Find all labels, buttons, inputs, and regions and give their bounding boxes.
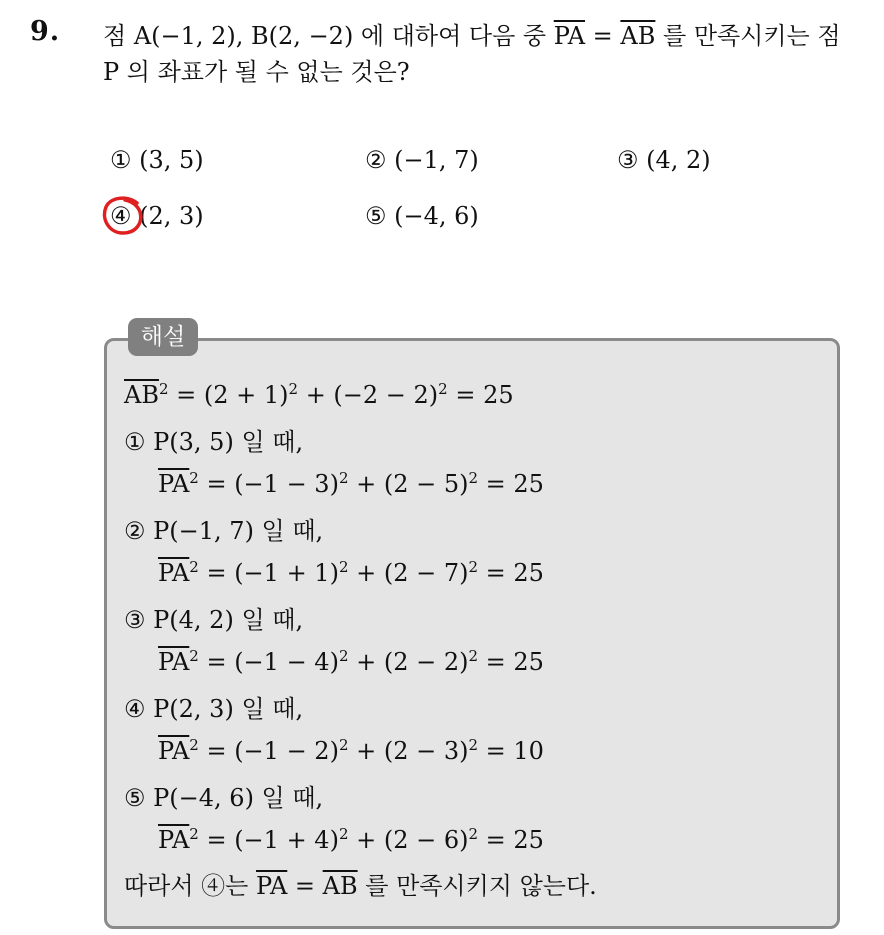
rhs-part-2: + (2 − 5)	[348, 470, 469, 498]
question-text	[103, 18, 873, 90]
answer-circle-mark	[101, 195, 145, 237]
question-line1-pre: 점 A(−1, 2), B(2, −2) 에 대하여 다음 중	[103, 22, 554, 50]
rhs-part-2: + (2 − 6)	[348, 826, 469, 854]
segment-pa: $\overline{PA}$	[158, 648, 190, 676]
segment-pa: $\overline{PA}$	[158, 559, 190, 587]
equals-sign: =	[287, 872, 323, 900]
exponent: 2	[189, 647, 199, 665]
segment-ab: $\overline{AB}$	[124, 381, 159, 409]
segment-pa: $\overline{PA}$	[256, 872, 288, 900]
solution-conclusion	[124, 866, 597, 901]
exponent: 2	[468, 558, 479, 576]
rhs-part-1: = (−1 − 4)	[198, 648, 339, 676]
exponent: 2	[189, 825, 199, 843]
exponent: 2	[438, 380, 448, 398]
exponent: 2	[338, 469, 349, 487]
exponent: 2	[468, 825, 479, 843]
exponent: 2	[158, 380, 169, 398]
rhs-part-1: = (−1 + 1)	[198, 559, 339, 587]
choice-4[interactable]: ④ (2, 3)	[110, 202, 204, 230]
exponent: 2	[189, 558, 199, 576]
exponent: 2	[338, 558, 349, 576]
segment-pa: $\overline{PA}$	[553, 22, 586, 50]
segment-pa: $\overline{PA}$	[158, 737, 190, 765]
exponent: 2	[468, 736, 479, 754]
choice-5[interactable]: ⑤ (−4, 6)	[365, 202, 479, 230]
rhs-part-2: + (−2 − 2)	[298, 381, 439, 409]
choice-3[interactable]: ③ (4, 2)	[617, 146, 711, 174]
case-5-head: ⑤ P(−4, 6) 일 때,	[124, 784, 324, 812]
exponent: 2	[189, 469, 199, 487]
case-3-equation	[158, 648, 544, 676]
rhs-part-2: + (2 − 2)	[348, 648, 469, 676]
exponent: 2	[338, 825, 349, 843]
rhs-part-3: = 25	[478, 648, 544, 676]
question-line-1	[103, 18, 873, 54]
rhs-part-3: = 10	[478, 737, 544, 765]
case-2-head: ② P(−1, 7) 일 때,	[124, 517, 324, 545]
rhs-part-2: + (2 − 3)	[348, 737, 469, 765]
exponent: 2	[468, 647, 479, 665]
equals-sign: =	[585, 22, 621, 50]
case-5-equation	[158, 826, 544, 854]
segment-pa: $\overline{PA}$	[158, 470, 190, 498]
rhs-part-1: = (−1 − 2)	[198, 737, 339, 765]
case-1-equation	[158, 470, 544, 498]
case-4-equation	[158, 737, 544, 765]
case-1-head: ① P(3, 5) 일 때,	[124, 428, 304, 456]
conclusion-pre: 따라서 ④는	[124, 872, 256, 900]
question-number: 9.	[30, 16, 61, 47]
rhs-part-3: = 25	[447, 381, 514, 409]
exponent: 2	[189, 736, 199, 754]
rhs-part-3: = 25	[478, 826, 544, 854]
choice-1[interactable]: ① (3, 5)	[110, 146, 204, 174]
conclusion-post: 를 만족시키지 않는다.	[357, 872, 597, 900]
exponent: 2	[468, 469, 479, 487]
case-3-head: ③ P(4, 2) 일 때,	[124, 606, 304, 634]
exponent: 2	[338, 736, 349, 754]
case-4-head: ④ P(2, 3) 일 때,	[124, 695, 304, 723]
case-2-equation	[158, 559, 544, 587]
choice-2[interactable]: ② (−1, 7)	[365, 146, 479, 174]
exponent: 2	[338, 647, 349, 665]
segment-ab: $\overline{AB}$	[620, 22, 656, 50]
segment-pa: $\overline{PA}$	[158, 826, 190, 854]
rhs-part-1: = (−1 − 3)	[198, 470, 339, 498]
solution-tab: 해설	[128, 318, 198, 356]
rhs-part-3: = 25	[478, 470, 544, 498]
segment-ab: $\overline{AB}$	[322, 872, 358, 900]
rhs-part-2: + (2 − 7)	[348, 559, 469, 587]
rhs-part-3: = 25	[478, 559, 544, 587]
solution-ab-line	[124, 381, 514, 409]
question-line-2: P 의 좌표가 될 수 없는 것은?	[103, 58, 410, 86]
rhs-part-1: = (−1 + 4)	[198, 826, 339, 854]
question-line1-post: 를 만족시키는 점	[655, 22, 841, 50]
exponent: 2	[288, 380, 299, 398]
rhs-part-1: = (2 + 1)	[168, 381, 289, 409]
